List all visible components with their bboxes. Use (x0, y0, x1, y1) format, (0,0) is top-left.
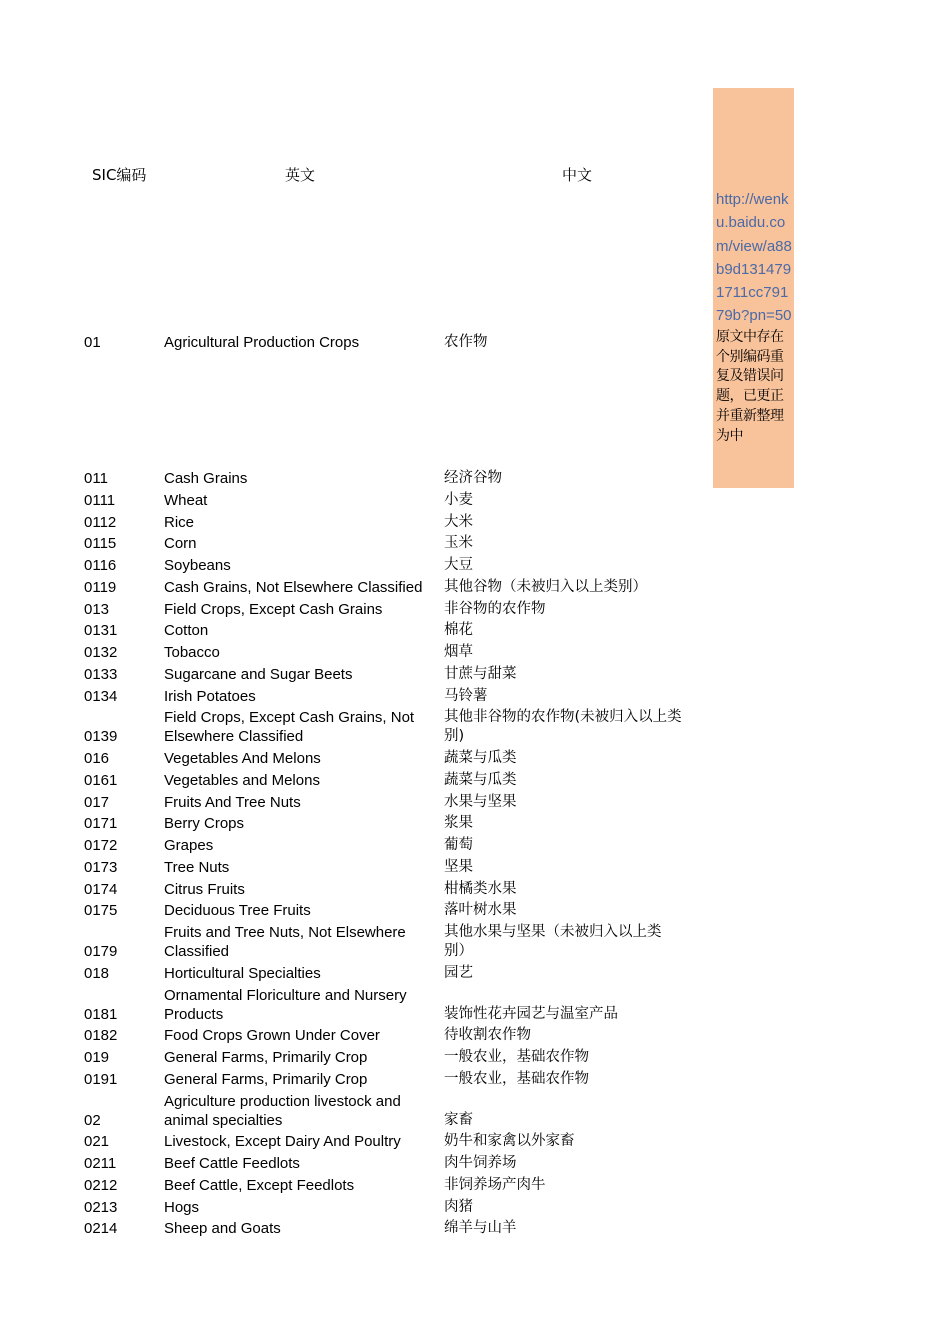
sic-code-cell: 019 (84, 1049, 110, 1066)
note-text: 原文中存在个别编码重复及错误问题，已更正并重新整理为中 (716, 328, 784, 444)
table-row (0, 578, 950, 597)
table-row (0, 644, 950, 662)
table-row (0, 600, 950, 619)
table-row (0, 880, 950, 899)
english-name-cell: Sugarcane and Sugar Beets (164, 665, 353, 683)
table-row (0, 793, 950, 812)
sic-code-cell: 0191 (84, 1070, 118, 1088)
chinese-name-cell: 水果与坚果 (444, 793, 517, 810)
english-name-cell: Berry Crops (164, 815, 245, 833)
chinese-name-cell: 非谷物的农作物 (444, 600, 546, 617)
english-name-cell: Irish Potatoes (164, 687, 256, 705)
table-row (0, 1155, 950, 1173)
chinese-name-cell: 小麦 (444, 491, 473, 508)
table-row (0, 513, 950, 532)
table-row (0, 1220, 950, 1238)
english-name-cell: Fruits and Tree Nuts, Not Elsewhere Classified (164, 924, 406, 960)
english-name-cell: Corn (164, 535, 197, 553)
table-row (0, 924, 950, 961)
english-name-cell: Tobacco (164, 644, 220, 661)
table-row (0, 964, 950, 983)
sic-code-cell: 0139 (84, 728, 118, 746)
chinese-name-cell: 棉花 (444, 622, 473, 639)
chinese-name-cell: 玉米 (444, 535, 473, 552)
table-row (0, 771, 950, 790)
sic-code-cell: 011 (84, 470, 108, 487)
header-english: 英文 (285, 166, 316, 184)
chinese-name-cell: 一般农业，基础农作物 (444, 1070, 589, 1087)
sic-code-cell: 0214 (84, 1220, 118, 1238)
english-name-cell: Cotton (164, 622, 209, 640)
chinese-name-cell: 马铃薯 (444, 687, 488, 704)
english-name-cell: Cash Grains, Not Elsewhere Classified (164, 578, 423, 596)
sic-code-cell: 0182 (84, 1027, 118, 1045)
table-row (0, 1133, 950, 1151)
header-chinese: 中文 (562, 166, 593, 184)
table-row (0, 334, 950, 352)
table-row (0, 1070, 950, 1089)
table-row (0, 902, 950, 920)
chinese-name-cell: 非饲养场产肉牛 (444, 1176, 546, 1193)
chinese-name-cell: 经济谷物 (444, 470, 502, 486)
chinese-name-cell: 蔬菜与瓜类 (444, 750, 517, 766)
table-row (0, 1198, 950, 1217)
chinese-name-cell: 农作物 (444, 334, 488, 350)
english-name-cell: Agriculture production livestock and animal specialties (164, 1092, 401, 1129)
english-name-cell: General Farms, Primarily Crop (164, 1070, 368, 1088)
table-row (0, 491, 950, 510)
english-name-cell: Rice (164, 513, 195, 531)
sic-code-cell: 0181 (84, 1005, 118, 1023)
chinese-name-cell: 一般农业，基础农作物 (444, 1049, 589, 1065)
sic-code-cell: 0115 (84, 535, 117, 553)
table-row (0, 709, 950, 746)
english-name-cell: Beef Cattle Feedlots (164, 1155, 300, 1172)
sic-code-cell: 0173 (84, 858, 118, 876)
sic-code-cell: 0119 (84, 578, 117, 596)
chinese-name-cell: 装饰性花卉园艺与温室产品 (444, 1005, 618, 1022)
sic-code-cell: 02 (84, 1111, 101, 1129)
chinese-name-cell: 坚果 (444, 858, 473, 875)
table-row (0, 557, 950, 575)
chinese-name-cell: 烟草 (444, 644, 473, 660)
english-name-cell: Wheat (164, 491, 208, 509)
sic-code-cell: 0132 (84, 644, 118, 661)
chinese-name-cell: 其他谷物（未被归入以上类别） (444, 578, 647, 595)
english-name-cell: Hogs (164, 1198, 200, 1216)
chinese-name-cell: 园艺 (444, 964, 473, 981)
header-sic-code: SIC编码 (92, 166, 147, 184)
table-row (0, 750, 950, 768)
english-name-cell: Agricultural Production Crops (164, 334, 360, 351)
sic-code-cell: 0179 (84, 943, 118, 960)
chinese-name-cell: 大米 (444, 513, 473, 530)
table-row (0, 622, 950, 640)
sic-code-cell: 0174 (84, 880, 118, 898)
chinese-name-cell: 肉猪 (444, 1198, 473, 1215)
english-name-cell: Livestock, Except Dairy And Poultry (164, 1133, 401, 1151)
sic-code-cell: 0211 (84, 1155, 117, 1172)
english-name-cell: Vegetables And Melons (164, 750, 321, 767)
sic-code-cell: 0134 (84, 687, 118, 705)
chinese-name-cell: 绵羊与山羊 (444, 1220, 517, 1237)
sic-code-cell: 013 (84, 600, 110, 618)
english-name-cell: Horticultural Specialties (164, 964, 321, 982)
chinese-name-cell: 肉牛饲养场 (444, 1155, 517, 1171)
chinese-name-cell: 奶牛和家禽以外家畜 (444, 1133, 575, 1150)
sic-code-cell: 018 (84, 964, 110, 982)
sic-code-cell: 0133 (84, 665, 118, 683)
chinese-name-cell: 待收割农作物 (444, 1027, 531, 1044)
english-name-cell: Field Crops, Except Cash Grains, Not Elsewhere Classified (164, 709, 415, 746)
chinese-name-cell: 家畜 (444, 1111, 473, 1128)
table-row (0, 1049, 950, 1067)
table-row (0, 986, 950, 1024)
sic-code-cell: 0172 (84, 837, 118, 854)
chinese-name-cell: 甘蔗与甜菜 (444, 665, 517, 682)
english-name-cell: Fruits And Tree Nuts (164, 793, 301, 811)
chinese-name-cell: 其他水果与坚果（未被归入以上类 别） (444, 924, 662, 959)
sic-code-cell: 0112 (84, 513, 117, 531)
sic-code-cell: 021 (84, 1133, 110, 1151)
sic-code-cell: 017 (84, 793, 110, 811)
english-name-cell: Food Crops Grown Under Cover (164, 1027, 380, 1045)
english-name-cell: Sheep and Goats (164, 1220, 281, 1238)
english-name-cell: Soybeans (164, 557, 231, 574)
sic-code-cell: 0175 (84, 902, 118, 920)
english-name-cell: Cash Grains (164, 470, 248, 487)
sic-code-cell: 0131 (84, 622, 118, 640)
source-note (713, 88, 794, 488)
table-row (0, 837, 950, 855)
english-name-cell: Ornamental Floriculture and Nursery Products (164, 986, 407, 1023)
table-row (0, 665, 950, 684)
table-row (0, 1092, 950, 1130)
chinese-name-cell: 葡萄 (444, 837, 473, 853)
english-name-cell: Vegetables and Melons (164, 771, 320, 789)
source-url[interactable]: http://wenku.baidu.com/view/a88b9d1314791711cc79179b?pn=50 (716, 191, 792, 325)
chinese-name-cell: 其他非谷物的农作物(未被归入以上类 别) (444, 709, 682, 745)
table-row (0, 1176, 950, 1195)
chinese-name-cell: 浆果 (444, 815, 473, 832)
chinese-name-cell: 落叶树水果 (444, 902, 517, 919)
table-row (0, 815, 950, 833)
english-name-cell: Beef Cattle, Except Feedlots (164, 1176, 355, 1194)
english-name-cell: Grapes (164, 837, 214, 854)
table-row (0, 535, 950, 553)
chinese-name-cell: 蔬菜与瓜类 (444, 771, 517, 788)
sic-code-cell: 016 (84, 750, 110, 767)
table-row (0, 858, 950, 877)
english-name-cell: General Farms, Primarily Crop (164, 1049, 368, 1066)
sic-code-cell: 0116 (84, 557, 117, 574)
sic-code-cell: 0212 (84, 1176, 118, 1194)
sic-code-cell: 0161 (84, 771, 118, 789)
chinese-name-cell: 大豆 (444, 557, 473, 573)
english-name-cell: Field Crops, Except Cash Grains (164, 600, 383, 618)
chinese-name-cell: 柑橘类水果 (444, 880, 517, 897)
english-name-cell: Deciduous Tree Fruits (164, 902, 311, 920)
sic-code-cell: 0111 (84, 491, 116, 509)
table-row (0, 1027, 950, 1045)
sic-code-cell: 0213 (84, 1198, 118, 1216)
english-name-cell: Citrus Fruits (164, 880, 245, 898)
table-row (0, 687, 950, 706)
sic-code-cell: 0171 (84, 815, 118, 833)
table-row (0, 470, 950, 488)
english-name-cell: Tree Nuts (164, 858, 230, 876)
sic-code-cell: 01 (84, 334, 101, 351)
